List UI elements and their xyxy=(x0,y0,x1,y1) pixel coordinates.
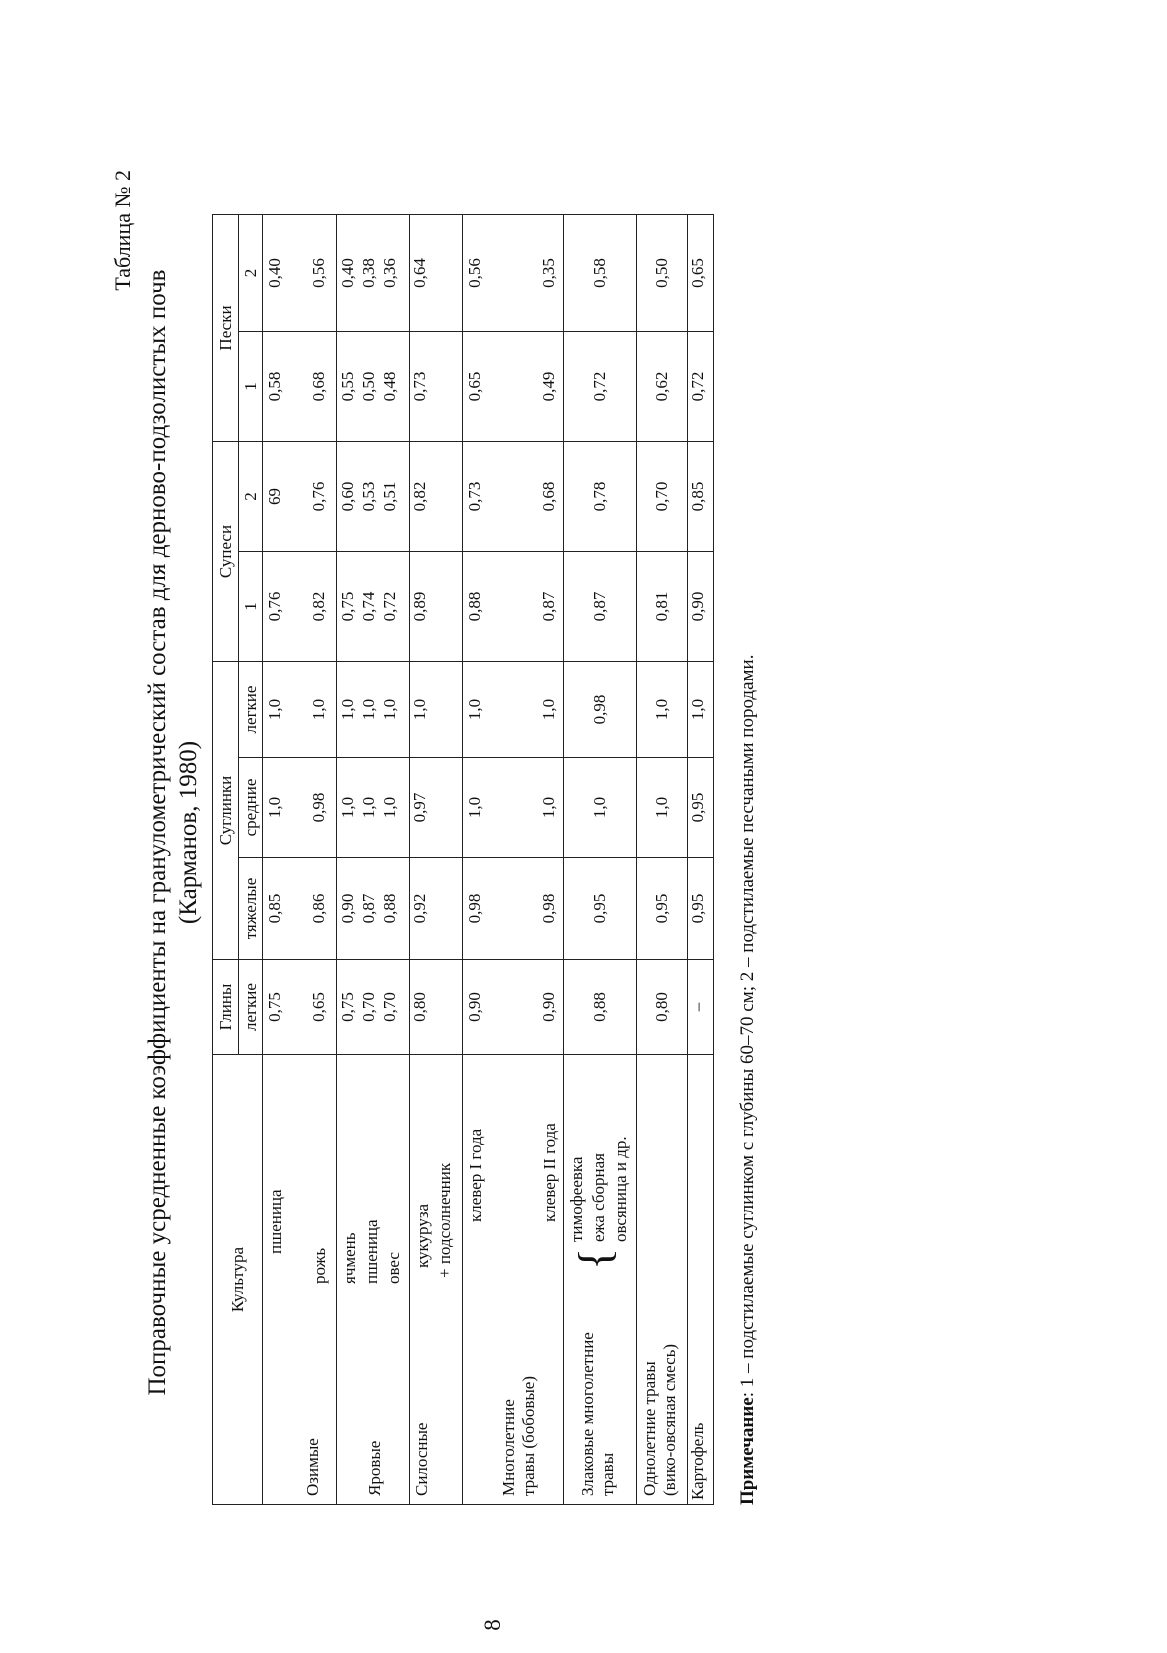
header-clays: Глины xyxy=(213,960,239,1055)
value-cell: 1,0 0,98 xyxy=(263,758,337,858)
value-cell: 0,60 0,53 0,51 xyxy=(337,442,410,552)
crop-label: кукуруза xyxy=(413,1203,432,1268)
coefficients-table xyxy=(212,214,714,1505)
culture-cell xyxy=(410,1055,463,1505)
value-cell: 0,90 0,87 0,88 xyxy=(337,858,410,960)
group-label: Злаковые многолетние травы xyxy=(578,1332,617,1496)
table-row xyxy=(564,215,637,1505)
brace-icon: { xyxy=(569,1247,620,1270)
header-clays-light: легкие xyxy=(239,960,263,1055)
value-cell: 0,90 0,90 xyxy=(463,960,564,1055)
table-row xyxy=(637,215,688,1505)
crop-label: + подсолнечник xyxy=(435,1162,454,1278)
header-sands-1: 1 xyxy=(239,332,263,442)
value-cell: 1,0 1,0 1,0 xyxy=(337,662,410,758)
header-loams-light: легкие xyxy=(239,662,263,758)
value-cell: 0,65 xyxy=(688,215,714,332)
group-label: Озимые xyxy=(303,1438,322,1496)
value-cell: 0,75 0,70 0,70 xyxy=(337,960,410,1055)
value-cell: 0,85 xyxy=(688,442,714,552)
table-row xyxy=(410,215,463,1505)
value-cell: 1,0 1,0 xyxy=(463,662,564,758)
value-cell: 0,40 0,56 xyxy=(263,215,337,332)
value-cell: 1,0 xyxy=(564,758,637,858)
header-sands: Пески xyxy=(213,215,239,442)
value-cell: 0,95 xyxy=(564,858,637,960)
crop-label: овес xyxy=(384,1252,403,1284)
crop-label: рожь xyxy=(310,1247,329,1284)
value-cell: 1,0 xyxy=(688,662,714,758)
value-cell: 0,85 0,86 xyxy=(263,858,337,960)
table-note xyxy=(737,655,759,1505)
value-cell: 0,80 xyxy=(410,960,463,1055)
header-sandy-loams: Супеси xyxy=(213,442,239,662)
value-cell: 0,75 0,74 0,72 xyxy=(337,552,410,662)
value-cell: 0,75 0,65 xyxy=(263,960,337,1055)
value-cell: 1,0 1,0 xyxy=(463,758,564,858)
page-number: 8 xyxy=(479,1619,505,1631)
culture-cell xyxy=(263,1055,337,1505)
header-sandy-loams-2: 2 xyxy=(239,442,263,552)
table-row xyxy=(688,215,714,1505)
value-cell: 0,56 0,35 xyxy=(463,215,564,332)
note-text: : 1 – подстилаемые суглинком с глубины 60–70 см; 2 – подстилаемые песчаными породами. xyxy=(737,654,758,1398)
culture-cell xyxy=(463,1055,564,1505)
table-title-line1: Поправочные усредненные коэффициенты на гранулометрический состав для дерново-подзолистых почв xyxy=(144,269,171,1396)
crop-label: овсяница и др. xyxy=(611,1136,630,1242)
value-cell: 0,55 0,50 0,48 xyxy=(337,332,410,442)
header-sandy-loams-1: 1 xyxy=(239,552,263,662)
table-title xyxy=(142,170,204,1495)
crop-label: ячмень xyxy=(340,1232,359,1284)
value-cell: 0,58 xyxy=(564,215,637,332)
value-cell: 0,97 xyxy=(410,758,463,858)
value-cell: 0,87 xyxy=(564,552,637,662)
crop-label: пшеница xyxy=(362,1219,381,1284)
value-cell: 1,0 xyxy=(637,758,688,858)
header-culture: Культура xyxy=(213,1055,263,1505)
table-row xyxy=(463,215,564,1505)
value-cell: 1,0 1,0 xyxy=(263,662,337,758)
crop-label: клевер I года xyxy=(466,1128,485,1222)
value-cell: 0,95 xyxy=(688,858,714,960)
value-cell: 0,73 xyxy=(410,332,463,442)
value-cell: 0,95 xyxy=(688,758,714,858)
value-cell: 0,95 xyxy=(637,858,688,960)
header-loams-medium: средние xyxy=(239,758,263,858)
table-row xyxy=(263,215,337,1505)
value-cell: 0,73 0,68 xyxy=(463,442,564,552)
value-cell: 0,76 0,82 xyxy=(263,552,337,662)
value-cell: 1,0 xyxy=(637,662,688,758)
value-cell: 0,81 xyxy=(637,552,688,662)
crop-label: ежа сборная xyxy=(589,1153,608,1242)
value-cell: 0,72 xyxy=(688,332,714,442)
value-cell: 0,88 0,87 xyxy=(463,552,564,662)
value-cell: 0,50 xyxy=(637,215,688,332)
value-cell: – xyxy=(688,960,714,1055)
group-label: Однолетние травы (вико-овсяная смесь) xyxy=(640,1343,679,1496)
value-cell: 0,64 xyxy=(410,215,463,332)
value-cell: 0,72 xyxy=(564,332,637,442)
crop-label: тимофеевка xyxy=(567,1156,586,1242)
value-cell: 0,58 0,68 xyxy=(263,332,337,442)
value-cell: 0,98 xyxy=(564,662,637,758)
value-cell: 69 0,76 xyxy=(263,442,337,552)
value-cell: 0,78 xyxy=(564,442,637,552)
value-cell: 0,40 0,38 0,36 xyxy=(337,215,410,332)
value-cell: 1,0 1,0 1,0 xyxy=(337,758,410,858)
value-cell: 0,82 xyxy=(410,442,463,552)
note-label: Примечание xyxy=(737,1397,758,1505)
crop-label: клевер II года xyxy=(540,1123,559,1222)
header-sands-2: 2 xyxy=(239,215,263,332)
table-title-line2: (Карманов, 1980) xyxy=(175,740,202,925)
group-label: Многолетние травы (бобовые) xyxy=(499,1376,538,1496)
value-cell: 0,70 xyxy=(637,442,688,552)
culture-cell xyxy=(564,1055,637,1505)
group-label: Силосные xyxy=(412,1422,431,1496)
value-cell: 0,90 xyxy=(688,552,714,662)
rotated-page-content xyxy=(100,105,820,1565)
value-cell: 0,88 xyxy=(564,960,637,1055)
value-cell: 1,0 xyxy=(410,662,463,758)
culture-cell xyxy=(337,1055,410,1505)
culture-cell xyxy=(637,1055,688,1505)
header-loams-heavy: тяжелые xyxy=(239,858,263,960)
table-label: Таблица № 2 xyxy=(110,170,135,291)
value-cell: 0,80 xyxy=(637,960,688,1055)
value-cell: 0,89 xyxy=(410,552,463,662)
value-cell: 0,65 0,49 xyxy=(463,332,564,442)
value-cell: 0,92 xyxy=(410,858,463,960)
culture-cell: Картофель xyxy=(688,1055,714,1505)
crop-label: пшеница xyxy=(266,1189,285,1254)
value-cell: 0,62 xyxy=(637,332,688,442)
value-cell: 0,98 0,98 xyxy=(463,858,564,960)
header-loams: Суглинки xyxy=(213,662,239,960)
table-row xyxy=(337,215,410,1505)
group-label: Яровые xyxy=(365,1440,384,1496)
